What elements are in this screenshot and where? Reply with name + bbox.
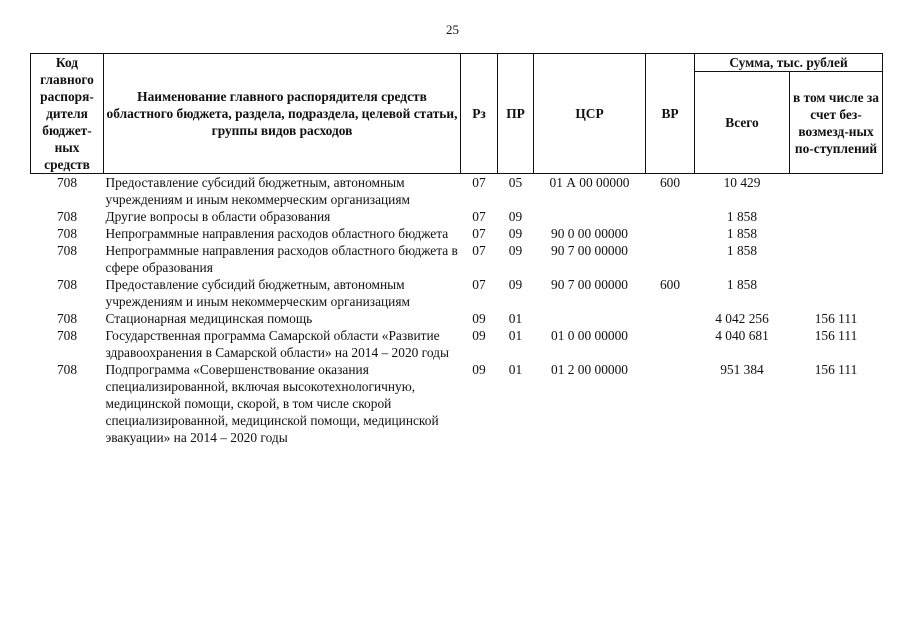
- header-pr: ПР: [498, 54, 534, 174]
- row-pr: 01: [508, 362, 523, 377]
- row-vr: [646, 208, 695, 225]
- header-rz: Рз: [461, 54, 498, 174]
- row-name: Предоставление субсидий бюджетным, автономным учреждениям и иным некоммерческим организациям: [105, 175, 410, 207]
- header-name: Наименование главного распорядителя средств областного бюджета, раздела, подраздела, целевой статьи, группы видов расходов: [104, 54, 461, 174]
- table-row: [31, 225, 883, 242]
- header-vr: ВР: [646, 54, 695, 174]
- table-row: [31, 327, 883, 361]
- row-pr: 09: [508, 209, 523, 224]
- row-csr: [534, 208, 646, 225]
- row-total: 1 858: [726, 243, 758, 258]
- table-row: [31, 174, 883, 209]
- row-csr: 01 А 00 00000: [549, 175, 630, 190]
- row-code: 708: [56, 277, 78, 292]
- budget-table: [30, 53, 883, 446]
- header-free: в том числе за счет без-возмезд-ных по-ступлений: [790, 72, 883, 174]
- row-free: [790, 276, 883, 310]
- row-csr: 90 0 00 00000: [551, 226, 628, 241]
- table-row: [31, 361, 883, 446]
- row-name: Непрограммные направления расходов областного бюджета: [105, 226, 449, 241]
- row-vr: 600: [659, 277, 681, 292]
- row-rz: 09: [472, 311, 486, 326]
- row-total: 1 858: [726, 226, 758, 241]
- header-code: Код главного распоря-дителя бюджет-ных средств: [31, 54, 104, 174]
- row-pr: 09: [508, 277, 523, 292]
- row-total: 1 858: [726, 277, 758, 292]
- row-code: 708: [56, 362, 78, 377]
- row-code: 708: [56, 328, 78, 343]
- header-csr: ЦСР: [534, 54, 646, 174]
- table-row: [31, 242, 883, 276]
- row-free: 156 111: [814, 311, 858, 326]
- row-total: 4 042 256: [715, 311, 769, 326]
- row-vr: [646, 225, 695, 242]
- row-pr: 09: [508, 226, 523, 241]
- row-name: Непрограммные направления расходов областного бюджета в сфере образования: [105, 243, 458, 275]
- row-name: Подпрограмма «Совершенствование оказания специализированной, включая высокотехнологичную, медицинской помощи, скорой, в том числе скорой специализированной, медицинской помощи, медицинской эвакуации» на 2014 – 2020 годы: [105, 362, 439, 445]
- page-number: 25: [446, 22, 459, 37]
- row-code: 708: [56, 175, 78, 190]
- row-csr: 90 7 00 00000: [551, 243, 628, 258]
- row-pr: 01: [508, 311, 523, 326]
- row-pr: 01: [508, 328, 523, 343]
- row-code: 708: [56, 243, 78, 258]
- row-vr: [646, 310, 695, 327]
- row-free: [790, 225, 883, 242]
- row-total: 4 040 681: [715, 328, 769, 343]
- row-vr: 600: [659, 175, 681, 190]
- row-rz: 07: [472, 226, 486, 241]
- row-total: 10 429: [723, 175, 761, 190]
- row-csr: 01 2 00 00000: [551, 362, 628, 377]
- row-rz: 07: [472, 209, 486, 224]
- row-code: 708: [56, 311, 78, 326]
- table-body: [31, 174, 883, 447]
- row-free: 156 111: [814, 362, 858, 377]
- row-free: [790, 208, 883, 225]
- row-csr: 90 7 00 00000: [551, 277, 628, 292]
- row-csr: [534, 310, 646, 327]
- table-row: [31, 208, 883, 225]
- row-free: [790, 174, 883, 209]
- table-row: [31, 276, 883, 310]
- row-pr: 09: [508, 243, 523, 258]
- row-total: 951 384: [720, 362, 764, 377]
- row-rz: 07: [472, 277, 486, 292]
- row-code: 708: [56, 226, 78, 241]
- row-free: [790, 242, 883, 276]
- row-vr: [646, 361, 695, 446]
- row-name: Государственная программа Самарской области «Развитие здравоохранения в Самарской области» на 2014 – 2020 годы: [105, 328, 449, 360]
- row-rz: 09: [472, 362, 486, 377]
- row-rz: 09: [472, 328, 486, 343]
- row-total: 1 858: [726, 209, 758, 224]
- row-rz: 07: [472, 175, 486, 190]
- table-header: [31, 54, 883, 174]
- header-sum: Сумма, тыс. рублей: [695, 54, 883, 72]
- row-free: 156 111: [814, 328, 858, 343]
- row-csr: 01 0 00 00000: [551, 328, 628, 343]
- row-pr: 05: [508, 175, 523, 190]
- row-rz: 07: [472, 243, 486, 258]
- row-code: 708: [56, 209, 78, 224]
- row-name: Стационарная медицинская помощь: [105, 311, 313, 326]
- row-vr: [646, 242, 695, 276]
- row-vr: [646, 327, 695, 361]
- header-total: Всего: [695, 72, 790, 174]
- table-row: [31, 310, 883, 327]
- row-name: Предоставление субсидий бюджетным, автономным учреждениям и иным некоммерческим организациям: [105, 277, 410, 309]
- row-name: Другие вопросы в области образования: [105, 209, 331, 224]
